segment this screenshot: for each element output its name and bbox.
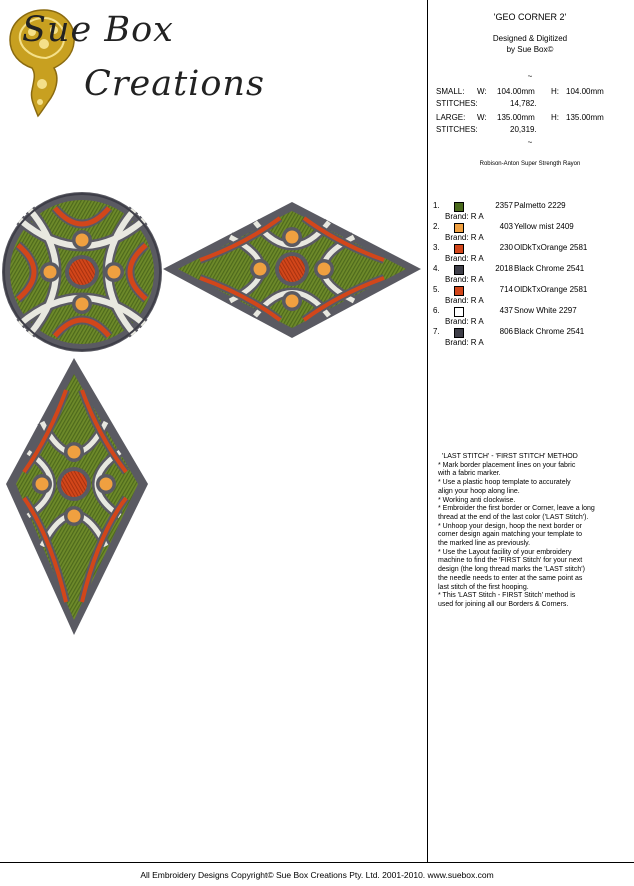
footer-divider xyxy=(0,862,634,863)
color-brand: Brand: R A xyxy=(445,233,484,242)
color-number: 5. xyxy=(433,285,440,294)
method-line: machine to find the 'FIRST Stitch' for your next xyxy=(438,557,583,565)
large-width: 135.00mm xyxy=(497,113,535,122)
method-line: the needle needs to enter at the same point as xyxy=(438,574,583,582)
color-name: Yellow mist 2409 xyxy=(514,222,574,231)
embroidery-design-preview xyxy=(0,190,425,660)
separator-1: ~ xyxy=(527,72,533,81)
method-line: corner design again matching your template to xyxy=(438,531,582,539)
color-brand: Brand: R A xyxy=(445,317,484,326)
color-swatch xyxy=(454,202,464,212)
color-name: Palmetto 2229 xyxy=(514,201,566,210)
color-number: 3. xyxy=(433,243,440,252)
small-stitches-label: STITCHES: xyxy=(436,99,478,108)
small-w-label: W: xyxy=(477,87,487,96)
thread-brand: Robison-Anton Super Strength Rayon xyxy=(479,161,581,167)
color-name: OlDkTxOrange 2581 xyxy=(514,243,588,252)
color-code: 230 xyxy=(499,243,513,252)
color-brand: Brand: R A xyxy=(445,275,484,284)
color-swatch xyxy=(454,286,464,296)
copyright-footer: All Embroidery Designs Copyright© Sue Box Creations Pty. Ltd. 2001-2010. www.suebox.com xyxy=(140,870,494,880)
column-divider xyxy=(427,0,428,862)
designed-by-label: Designed & Digitized xyxy=(492,34,568,43)
small-height: 104.00mm xyxy=(566,87,604,96)
color-swatch xyxy=(454,244,464,254)
large-h-label: H: xyxy=(551,113,559,122)
color-swatch xyxy=(454,265,464,275)
color-code: 2357 xyxy=(495,201,513,210)
color-name: OlDkTxOrange 2581 xyxy=(514,285,588,294)
color-code: 2018 xyxy=(495,264,513,273)
method-line: align your hoop along line. xyxy=(438,487,520,495)
color-code: 403 xyxy=(499,222,513,231)
large-stitches-label: STITCHES: xyxy=(436,125,478,134)
method-line: with a fabric marker. xyxy=(438,470,501,478)
color-name: Black Chrome 2541 xyxy=(514,327,585,336)
logo-text-creations: Creations xyxy=(84,64,265,104)
large-w-label: W: xyxy=(477,113,487,122)
method-line: used for joining all our Borders & Corners. xyxy=(438,600,569,608)
method-line: * Unhoop your design, hoop the next border or xyxy=(438,522,582,530)
large-stitches-value: 20,319. xyxy=(510,125,537,134)
color-name: Black Chrome 2541 xyxy=(514,264,585,273)
method-line: thread at the end of the last color ('LAST Stitch'). xyxy=(438,513,589,521)
color-code: 806 xyxy=(499,327,513,336)
method-line: * This 'LAST Stitch - FIRST Stitch' method is xyxy=(438,592,576,600)
method-line: * Mark border placement lines on your fabric xyxy=(438,461,576,469)
method-line: * Use a plastic hoop template to accurately xyxy=(438,479,571,487)
color-number: 1. xyxy=(433,201,440,210)
method-instructions xyxy=(438,453,608,610)
method-line: * Use the Layout facility of your embroidery xyxy=(438,548,572,556)
small-width: 104.00mm xyxy=(497,87,535,96)
circle-motif xyxy=(2,192,162,352)
color-number: 6. xyxy=(433,306,440,315)
large-height: 135.00mm xyxy=(566,113,604,122)
color-swatch xyxy=(454,328,464,338)
method-line: * Working anti clockwise. xyxy=(438,496,516,504)
color-number: 4. xyxy=(433,264,440,273)
logo-text-sue-box: Sue Box xyxy=(22,10,174,50)
large-label: LARGE: xyxy=(436,113,466,122)
color-name: Snow White 2297 xyxy=(514,306,577,315)
designer-name: by Sue Box© xyxy=(506,45,554,54)
design-title: 'GEO CORNER 2' xyxy=(493,12,567,22)
color-code: 714 xyxy=(499,285,513,294)
color-number: 2. xyxy=(433,222,440,231)
color-swatch xyxy=(454,307,464,317)
small-h-label: H: xyxy=(551,87,559,96)
method-heading: 'LAST STITCH' - 'FIRST STITCH' METHOD xyxy=(442,453,578,460)
vertical-diamond-motif xyxy=(6,358,148,635)
small-stitches-value: 14,782. xyxy=(510,99,537,108)
color-brand: Brand: R A xyxy=(445,296,484,305)
color-number: 7. xyxy=(433,327,440,336)
method-line: * Embroider the first border or Corner, leave a long xyxy=(438,505,595,513)
horizontal-diamond-motif xyxy=(163,202,421,338)
method-line: design (the long thread marks the 'LAST stitch') xyxy=(438,566,585,574)
separator-2: ~ xyxy=(527,138,533,147)
method-line: last stitch of the first hooping. xyxy=(438,583,529,591)
sue-box-logo xyxy=(0,0,265,120)
method-line: the marked line as previously. xyxy=(438,540,531,548)
color-swatch xyxy=(454,223,464,233)
color-brand: Brand: R A xyxy=(445,212,484,221)
color-brand: Brand: R A xyxy=(445,254,484,263)
color-brand: Brand: R A xyxy=(445,338,484,347)
small-label: SMALL: xyxy=(436,87,465,96)
color-code: 437 xyxy=(499,306,513,315)
